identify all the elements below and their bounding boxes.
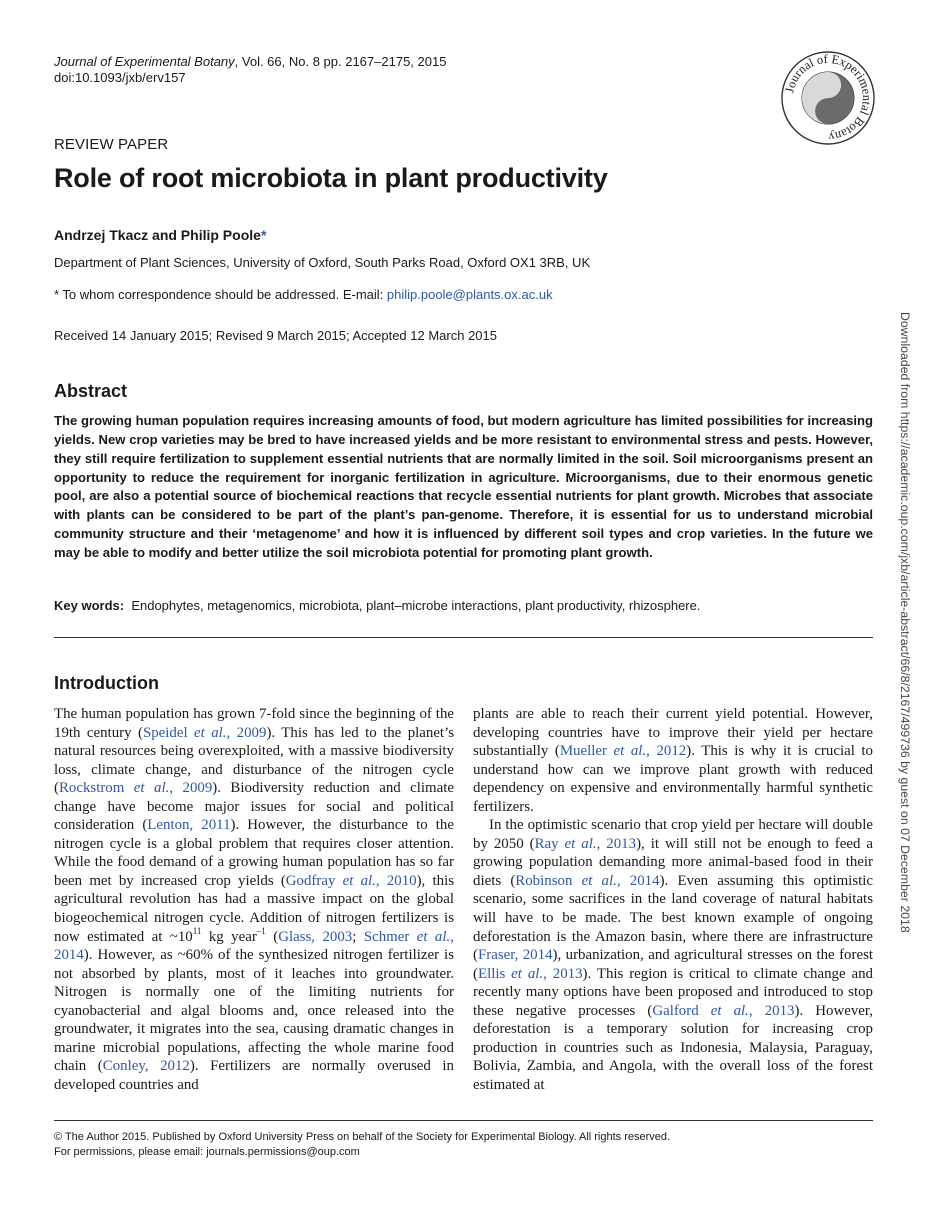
citation-link[interactable]: Speidel et al., 2009 xyxy=(142,724,267,741)
affiliation: Department of Plant Sciences, University of Oxford, South Parks Road, Oxford OX1 3RB, UK xyxy=(54,255,591,270)
text-run: ( xyxy=(265,928,279,945)
text-run: ). Fertilizers are normally overused in developed countries and xyxy=(54,1058,454,1093)
text-run: ). However, deforestation is a temporary solution for increasing crop production in countries such as Indonesia, Malaysia, Paraguay, Bolivia, Zambia, and Angola, with the overall loss of the forest estimated at xyxy=(473,1002,873,1093)
citation-link[interactable]: Ray et al., 2013 xyxy=(534,835,637,852)
page-title: Role of root microbiota in plant productivity xyxy=(54,163,608,193)
copyright-notice: © The Author 2015. Published by Oxford University Press on behalf of the Society for Experimental Biology. All rights reserved. xyxy=(54,1131,671,1143)
text-run: The human population has grown 7-fold since the beginning of the 19th century ( xyxy=(54,706,454,741)
paragraph xyxy=(54,705,454,1094)
journal-details: , Vol. 66, No. 8 pp. 2167–2175, 2015 xyxy=(234,54,447,69)
citation-link[interactable]: Glass, 2003 xyxy=(278,928,353,945)
permissions-notice: For permissions, please email: journals.permissions@oup.com xyxy=(54,1146,360,1158)
journal-seal-text: Journal of Experimental Botany xyxy=(782,51,875,145)
superscript: 11 xyxy=(192,925,202,936)
keywords xyxy=(54,598,874,613)
journal-seal-icon xyxy=(780,50,876,146)
introduction-heading: Introduction xyxy=(54,673,159,693)
text-column-right xyxy=(473,705,873,1094)
abstract-text: The growing human population requires increasing amounts of food, but modern agriculture has limited possibilities for increasing yields. New crop varieties may be bred to have increased yields and be more resistant to environmental stress and pests. However, they still require fertilization to supplement essential nutrients that are normally limited in the soil. Soil microorganisms present an opportunity to reduce the requirement for inorganic fertilization in agriculture. Microorganisms, due to their enormous genetic pool, are also a potential source of biochemical reactions that recycle essential nutrients for plant growth. Microbes that associate with plants can be considered to be part of the plant’s pan-genome. Therefore, it is essential for us to understand microbial community structure and their ‘metagenome’ and how it is influenced by different soil types and crop varieties. In the future we may be able to modify and better utilize the soil microbiota potential for promoting plant growth. xyxy=(54,413,873,560)
text-run: ; xyxy=(352,928,364,945)
correspondence-prefix: * To whom correspondence should be addressed. E-mail: xyxy=(54,287,387,302)
email-link[interactable]: philip.poole@plants.ox.ac.uk xyxy=(386,287,553,302)
citation-link[interactable]: Ellis et al., 2013 xyxy=(477,965,583,982)
doi: doi:10.1093/jxb/erv157 xyxy=(54,70,186,85)
text-run: In the optimistic scenario that crop yield per hectare will double by 2050 ( xyxy=(473,817,873,852)
text-run: ), urbanization, and agricultural stresses on the forest ( xyxy=(473,947,874,982)
journal-name: Journal of Experimental Botany xyxy=(54,54,235,69)
text-run: ). Biodiversity reduction and climate change have become major issues for social and political consideration ( xyxy=(54,780,454,834)
superscript: –1 xyxy=(256,925,266,936)
text-run: ), this agricultural revolution has had a massive impact on the global biogeochemical nitrogen cycle. Addition of nitrogen fertilizers is now estimated at ~10 xyxy=(54,872,454,945)
citation-link[interactable]: Schmer et al., 2014 xyxy=(54,928,454,964)
paper-type: REVIEW PAPER xyxy=(54,136,169,153)
text-run: kg year xyxy=(201,928,257,945)
authors xyxy=(54,227,266,243)
journal-logo xyxy=(780,50,876,146)
text-run: ). This has led to the planet’s natural resources being overexploited, with a massive biodiversity loss, climate change, and disturbance of the nitrogen cycle ( xyxy=(54,724,455,797)
citation-link[interactable]: Rockstrom et al., 2009 xyxy=(58,780,213,797)
keywords-list: Endophytes, metagenomics, microbiota, plant–microbe interactions, plant productivity, rhizosphere. xyxy=(131,598,701,613)
text-run: ). This region is critical to climate change and recently many options have been proposed and introduced to stop these negative processes ( xyxy=(473,965,873,1019)
paragraph xyxy=(473,705,873,816)
abstract-heading: Abstract xyxy=(54,381,128,401)
journal-citation xyxy=(54,54,446,70)
paragraph xyxy=(473,816,873,1094)
author-names: Andrzej Tkacz and Philip Poole xyxy=(54,227,261,243)
text-run: ), it will still not be enough to feed a growing population demanding more animal-based food in their diets ( xyxy=(473,835,874,889)
citation-link[interactable]: Galford et al., 2013 xyxy=(652,1002,795,1019)
keywords-label: Key words: xyxy=(54,598,125,613)
text-run: ). However, the disturbance to the nitrogen cycle is a global problem that requires closer attention. While the food demand of a growing human population has so far been met by increased crop yields ( xyxy=(54,817,454,889)
citation-link[interactable]: Mueller et al., 2012 xyxy=(559,743,687,760)
download-watermark xyxy=(898,312,912,940)
citation-link[interactable]: Godfray et al., 2010 xyxy=(285,872,417,889)
text-column-left xyxy=(54,705,454,1094)
citation-link[interactable]: Conley, 2012 xyxy=(102,1058,190,1075)
download-watermark-text: Downloaded from https://academic.oup.com/jxb/article-abstract/66/8/2167/499736 by guest on 07 December 2018 xyxy=(898,312,912,933)
divider xyxy=(54,1120,873,1121)
citation-link[interactable]: Robinson et al., 2014 xyxy=(515,872,660,889)
divider xyxy=(54,637,873,638)
text-run: ). However, as ~60% of the synthesized nitrogen fertilizer is not absorbed by plants, most of it leaches into groundwater. Nitrogen is normally one of the limiting nutrients for cyanobacterial and algal blooms and, once released into the groundwater, it migrates into the sea, causing dramatic changes in marine microbial populations, affecting the whole marine food chain ( xyxy=(54,947,454,1075)
citation-link[interactable]: Fraser, 2014 xyxy=(477,947,553,964)
correspondence xyxy=(54,287,553,302)
article-dates: Received 14 January 2015; Revised 9 March 2015; Accepted 12 March 2015 xyxy=(54,328,497,343)
author-footnote-link[interactable]: * xyxy=(260,227,267,243)
citation-link[interactable]: Lenton, 2011 xyxy=(147,817,231,834)
text-run: ). This is why it is crucial to understand how can we improve plant growth with reduced dependency on expensive and environmentally harmful synthetic fertilizers. xyxy=(473,743,873,815)
text-run: ). Even assuming this optimistic scenario, some sacrifices in the land coverage of natural habitats will have to be made. The best known example of ongoing deforestation is the Amazon basin, where there are infrastructure ( xyxy=(473,872,873,964)
text-run: plants are able to reach their current yield potential. However, developing countries have to improve their yield per hectare substantially ( xyxy=(473,706,873,760)
